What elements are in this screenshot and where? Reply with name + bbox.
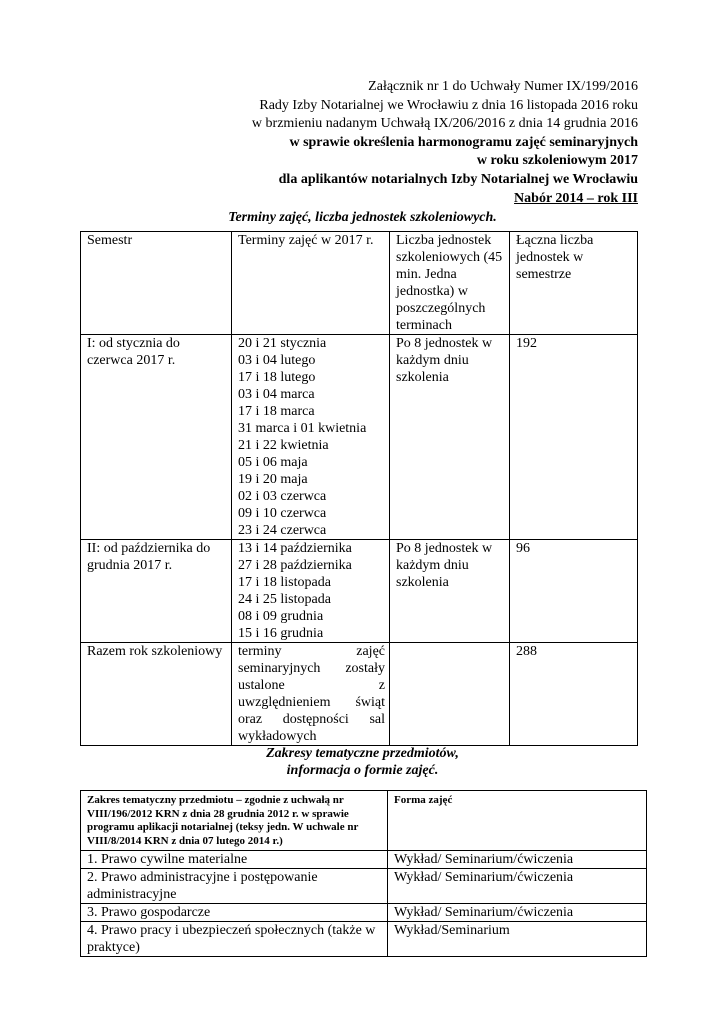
header-dates: Terminy zajęć w 2017 r.: [232, 232, 390, 335]
form-cell: Wykład/Seminarium: [388, 922, 647, 957]
table-row: [81, 904, 647, 922]
date-item: 03 i 04 marca: [238, 387, 315, 402]
date-item: 15 i 16 grudnia: [238, 626, 324, 641]
total-cell: 288: [510, 643, 638, 746]
date-item: 27 i 28 października: [238, 558, 352, 573]
date-item: 17 i 18 marca: [238, 404, 315, 419]
header-line-6: dla aplikantów notarialnych Izby Notarialnej we Wrocławiu: [278, 171, 638, 187]
semester-cell: I: od stycznia do czerwca 2017 r.: [81, 335, 232, 540]
date-item: 09 i 10 czerwca: [238, 506, 327, 521]
date-item: 20 i 21 stycznia: [238, 336, 327, 351]
header-total: Łączna liczba jednostek w semestrze: [510, 232, 638, 335]
subjects-caption-line-2: informacja o formie zajęć.: [286, 763, 439, 778]
table-row: [81, 922, 647, 957]
semester-cell: Razem rok szkoleniowy: [81, 643, 232, 746]
semester-cell: II: od października do grudnia 2017 r.: [81, 540, 232, 643]
table-row: [81, 851, 647, 869]
total-cell: 96: [510, 540, 638, 643]
header-line-2: Rady Izby Notarialnej we Wrocławiu z dnia 16 listopada 2016 roku: [259, 97, 638, 113]
date-item: 23 i 24 czerwca: [238, 523, 327, 538]
note-cell: terminy zajęć seminaryjnych zostały ustalone z uwzględnieniem świąt oraz dostępności sal wykładowych: [232, 643, 390, 746]
subjects-table: [80, 790, 647, 957]
header-line-3: w brzmieniu nadanym Uchwałą IX/206/2016 z dnia 14 grudnia 2016: [251, 116, 638, 132]
date-item: 02 i 03 czerwca: [238, 489, 327, 504]
table-row: [81, 540, 638, 643]
date-item: 03 i 04 lutego: [238, 353, 316, 368]
header-line-7: Nabór 2014 – rok III: [514, 190, 638, 206]
schedule-caption: Terminy zajęć, liczba jednostek szkoleniowych.: [228, 210, 497, 225]
dates-cell: [232, 540, 390, 643]
date-item: 17 i 18 listopada: [238, 575, 331, 590]
date-item: 31 marca i 01 kwietnia: [238, 421, 367, 436]
schedule-table: [80, 231, 638, 746]
header-form: Forma zajęć: [388, 791, 647, 851]
dates-cell: [232, 335, 390, 540]
subject-cell: 4. Prawo pracy i ubezpieczeń społecznych (także w praktyce): [81, 922, 388, 957]
header-subject: Zakres tematyczny przedmiotu – zgodnie z uchwałą nr VIII/196/2012 KRN z dnia 28 grudnia 2012 r. w sprawie programu aplikacji notarialnej (teksy jedn. W uchwale nr VIII/8/2014 KRN z dnia 07 lutego 2014 r.): [81, 791, 388, 851]
header-line-5: w roku szkoleniowym 2017: [476, 153, 638, 169]
date-item: 24 i 25 listopada: [238, 592, 331, 607]
header-line-1: Załącznik nr 1 do Uchwały Numer IX/199/2016: [368, 79, 638, 94]
date-item: 05 i 06 maja: [238, 455, 308, 470]
table-header-row: [81, 232, 638, 335]
units-cell: Po 8 jednostek w każdym dniu szkolenia: [390, 540, 510, 643]
date-item: 17 i 18 lutego: [238, 370, 316, 385]
form-cell: Wykład/ Seminarium/ćwiczenia: [388, 869, 647, 904]
header-semester: Semestr: [81, 232, 232, 335]
subject-cell: 2. Prawo administracyjne i postępowanie administracyjne: [81, 869, 388, 904]
date-item: 21 i 22 kwietnia: [238, 438, 329, 453]
subject-cell: 1. Prawo cywilne materialne: [81, 851, 388, 869]
table-header-row: [81, 791, 647, 851]
date-item: 13 i 14 października: [238, 541, 352, 556]
units-cell: [390, 643, 510, 746]
date-item: 08 i 09 grudnia: [238, 609, 324, 624]
table-row: [81, 643, 638, 746]
form-cell: Wykład/ Seminarium/ćwiczenia: [388, 904, 647, 922]
subject-cell: 3. Prawo gospodarcze: [81, 904, 388, 922]
document-header: [252, 78, 638, 208]
units-cell: Po 8 jednostek w każdym dniu szkolenia: [390, 335, 510, 540]
header-line-4: w sprawie określenia harmonogramu zajęć seminaryjnych: [289, 134, 638, 150]
table-row: [81, 335, 638, 540]
table-row: [81, 869, 647, 904]
header-units: Liczba jednostek szkoleniowych (45 min. Jedna jednostka) w poszczególnych terminach: [390, 232, 510, 335]
total-cell: 192: [510, 335, 638, 540]
subjects-caption-line-1: Zakresy tematyczne przedmiotów,: [266, 746, 459, 761]
subjects-caption: [0, 745, 725, 779]
date-item: 19 i 20 maja: [238, 472, 308, 487]
form-cell: Wykład/ Seminarium/ćwiczenia: [388, 851, 647, 869]
